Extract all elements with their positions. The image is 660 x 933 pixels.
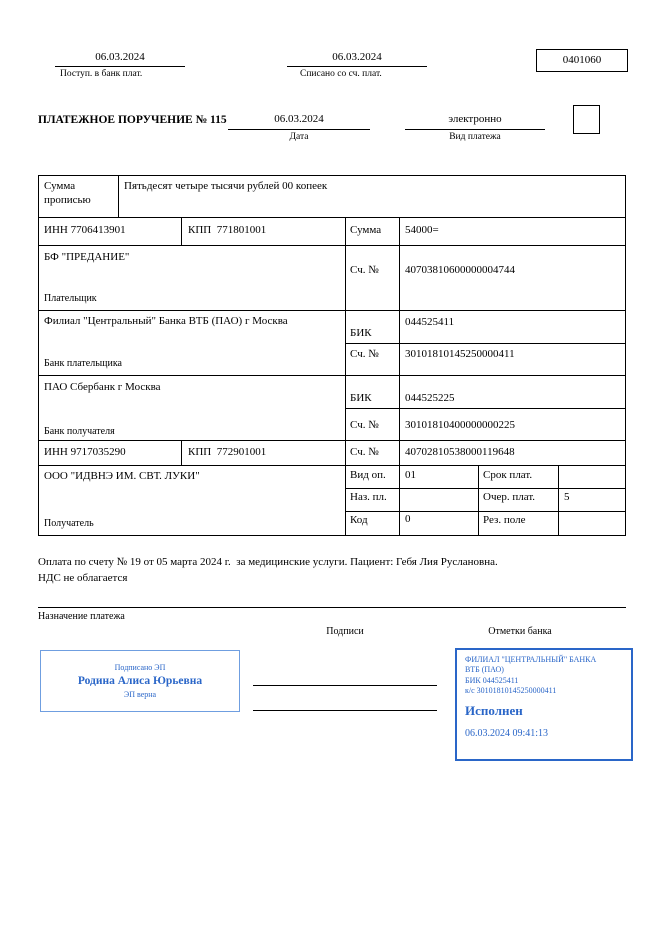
form-code: 0401060: [562, 53, 602, 66]
beneficiary-bank-account: 30101810400000000225: [405, 419, 515, 431]
grid-line: [478, 465, 479, 535]
op-type-label: Вид оп.: [350, 469, 386, 481]
purpose-code-label: Наз. пл.: [350, 491, 387, 503]
beneficiary-name: ООО "ИДВНЭ ИМ. СВТ. ЛУКИ": [44, 470, 200, 482]
beneficiary-label: Получатель: [44, 518, 94, 529]
grid-line: [38, 175, 39, 535]
beneficiary-bank-label: Банк получателя: [44, 426, 115, 437]
bank-stamp-line2: ВТБ (ПАО): [465, 665, 504, 675]
signature-line-1: [253, 685, 437, 686]
payer-label: Плательщик: [44, 293, 97, 304]
grid-line: [345, 343, 626, 344]
beneficiary-account: 40702810538000119648: [405, 446, 515, 458]
payer-inn: ИНН 7706413901: [44, 224, 126, 236]
signatures-heading: Подписи: [326, 626, 364, 637]
signature-stamp: [40, 650, 240, 712]
payer-kpp: КПП 771801001: [188, 224, 267, 236]
signature-stamp-line1: Подписано ЭП: [114, 663, 166, 672]
payer-bank-bik: 044525411: [405, 316, 455, 328]
received-date-label: Поступ. в банк плат.: [60, 69, 143, 79]
payment-kind-label: Вид платежа: [449, 132, 501, 142]
reserve-field-label: Рез. поле: [483, 514, 526, 526]
bank-stamp-status: Исполнен: [465, 702, 523, 718]
grid-line: [399, 217, 400, 535]
purpose-label: Назначение платежа: [38, 611, 125, 622]
payer-name: БФ "ПРЕДАНИЕ": [44, 251, 130, 263]
debited-date: 06.03.2024: [332, 51, 382, 63]
payer-bank-name: Филиал "Центральный" Банка ВТБ (ПАО) г Москва: [44, 315, 288, 327]
payer-account: 40703810600000004744: [405, 264, 515, 276]
payer-bank-account: 30101810145250000411: [405, 348, 515, 360]
payer-bank-account-label: Сч. №: [350, 348, 379, 360]
purpose-text-line1: Оплата по счету № 19 от 05 марта 2024 г. за медицинские услуги. Пациент: Гебя Лия Руслановна.: [38, 556, 498, 568]
grid-line: [38, 175, 626, 176]
payment-kind-underline: [405, 129, 545, 130]
beneficiary-kpp: КПП 772901001: [188, 446, 267, 458]
grid-line: [38, 465, 626, 466]
beneficiary-bank-bik: 044525225: [405, 392, 455, 404]
grid-line: [38, 535, 626, 536]
bank-stamp: [455, 648, 633, 761]
received-date-underline: [55, 66, 185, 67]
grid-line: [345, 511, 626, 512]
payer-bank-bik-label: БИК: [350, 327, 372, 339]
grid-line: [38, 217, 626, 218]
beneficiary-bank-name: ПАО Сбербанк г Москва: [44, 381, 161, 393]
grid-line: [345, 488, 626, 489]
beneficiary-bank-bik-label: БИК: [350, 392, 372, 404]
purpose-text-line2: НДС не облагается: [38, 572, 128, 584]
due-date-label: Срок плат.: [483, 469, 533, 481]
beneficiary-bank-account-label: Сч. №: [350, 419, 379, 431]
purpose-underline: [38, 607, 626, 608]
amount-words-label: Сумма прописью: [44, 180, 91, 206]
priority-label: Очер. плат.: [483, 491, 536, 503]
bank-stamp-timestamp: 06.03.2024 09:41:13: [465, 727, 549, 739]
grid-line: [38, 375, 626, 376]
bank-stamp-line3: БИК 044525411: [465, 675, 519, 685]
grid-line: [38, 245, 626, 246]
payer-account-label: Сч. №: [350, 264, 379, 276]
amount-words-value: Пятьдесят четыре тысячи рублей 00 копеек: [124, 180, 328, 192]
document-date-underline: [228, 129, 370, 130]
document-title: ПЛАТЕЖНОЕ ПОРУЧЕНИЕ № 115: [38, 114, 227, 126]
grid-line: [625, 175, 626, 536]
grid-line: [38, 310, 626, 311]
payer-bank-label: Банк плательщика: [44, 358, 122, 369]
document-date: 06.03.2024: [274, 113, 324, 125]
code-label: Код: [350, 514, 368, 526]
document-date-label: Дата: [289, 132, 309, 142]
payment-kind: электронно: [448, 113, 502, 125]
grid-line: [558, 465, 559, 535]
grid-line: [118, 175, 119, 217]
bank-marks-heading: Отметки банка: [488, 626, 552, 637]
beneficiary-account-label: Сч. №: [350, 446, 379, 458]
grid-line: [181, 217, 182, 245]
amount-value: 54000=: [405, 224, 439, 236]
amount-label: Сумма: [350, 224, 382, 236]
received-date: 06.03.2024: [95, 51, 145, 63]
grid-line: [38, 440, 626, 441]
code-value: 0: [405, 513, 411, 525]
signature-line-2: [253, 710, 437, 711]
bank-stamp-line1: ФИЛИАЛ "ЦЕНТРАЛЬНЫЙ" БАНКА: [465, 655, 597, 664]
debited-date-underline: [287, 66, 427, 67]
form-code-box: [536, 49, 628, 72]
debited-date-label: Списано со сч. плат.: [300, 69, 382, 79]
grid-line: [345, 217, 346, 535]
grid-line: [345, 408, 626, 409]
priority-value: 5: [564, 491, 570, 503]
bank-stamp-line4: к/с 30101810145250000411: [465, 686, 557, 696]
beneficiary-inn: ИНН 9717035290: [44, 446, 126, 458]
op-type-value: 01: [405, 469, 416, 481]
signature-stamp-line3: ЭП верна: [123, 690, 157, 699]
signer-name: Родина Алиса Юрьевна: [77, 675, 203, 687]
status-corner-box: [573, 105, 600, 134]
grid-line: [181, 440, 182, 465]
